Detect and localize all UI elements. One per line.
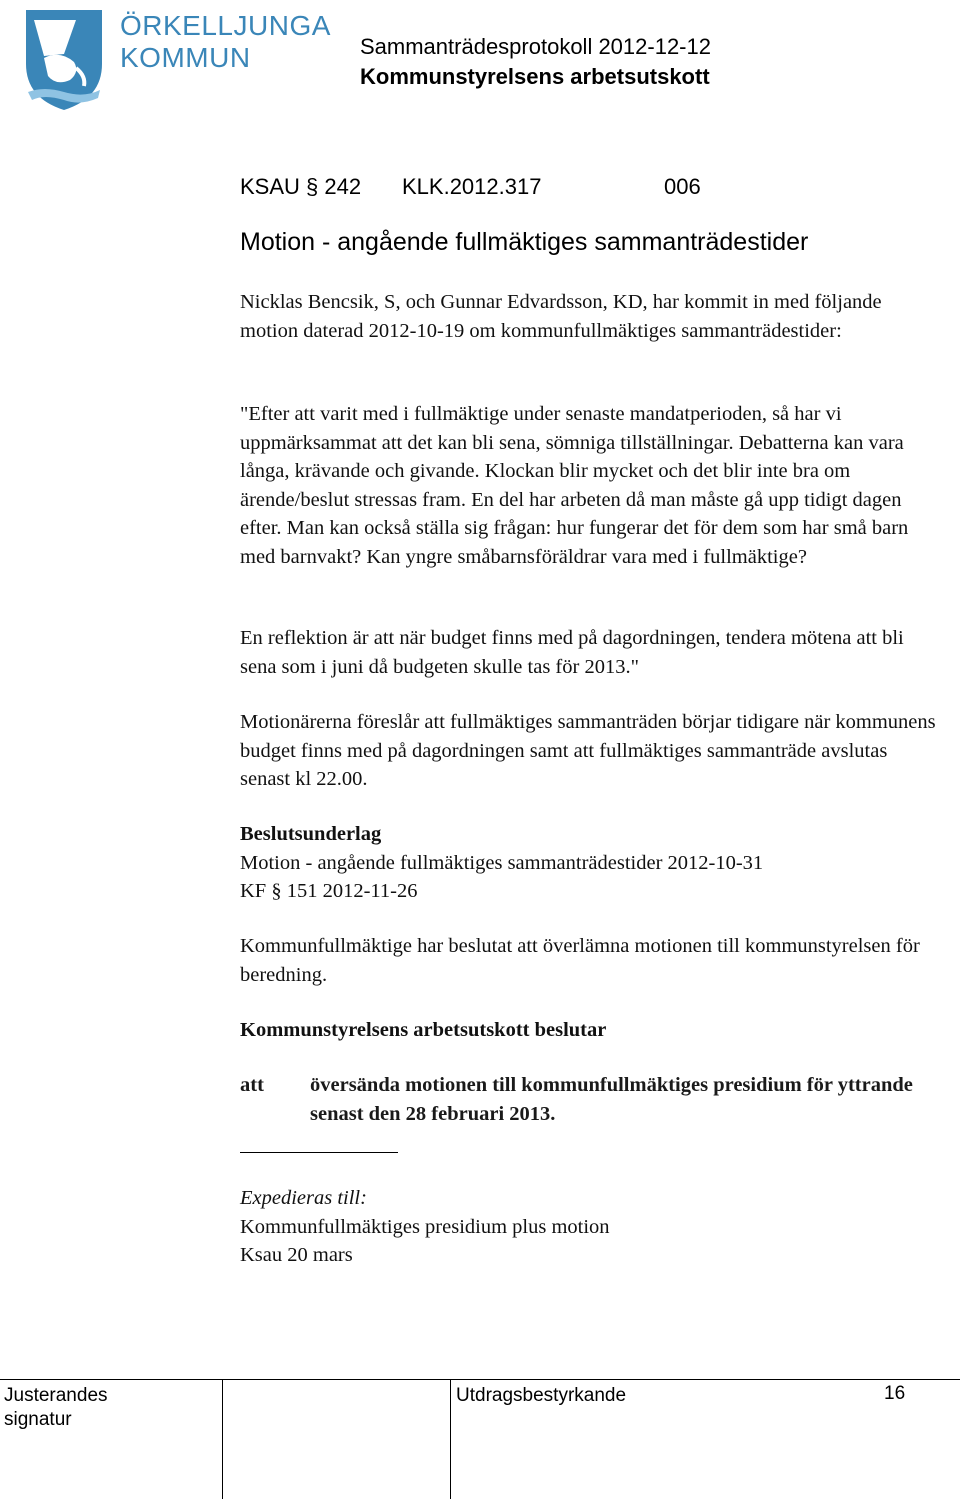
page-title: Motion - angående fullmäktiges sammanträdestider — [240, 228, 809, 256]
decision-basis — [240, 820, 940, 906]
footer-divider-2 — [450, 1380, 451, 1499]
item-number: 006 — [664, 174, 701, 199]
signatur-label: signatur — [4, 1409, 72, 1430]
protocol-title: Sammanträdesprotokoll 2012-12-12 — [360, 34, 711, 59]
divider-line — [240, 1152, 398, 1153]
basis-heading: Beslutsunderlag — [240, 823, 382, 845]
municipality-logo-icon — [14, 6, 114, 114]
decision-heading: Kommunstyrelsens arbetsutskott beslutar — [240, 1019, 607, 1041]
proposal-text: Motionärerna föreslår att fullmäktiges sammanträden börjar tidigare när kommunens budget finns med på dagordningen samt att fullmäktiges sammanträde avslutas senast kl 22.00. — [240, 711, 936, 790]
intro-paragraph — [240, 288, 940, 345]
proposal-paragraph — [240, 708, 940, 794]
basis-item-1: Motion - angående fullmäktiges sammanträdestider 2012-10-31 — [240, 851, 764, 874]
quote-paragraph-1: "Efter att varit med i fullmäktige under senaste mandatperioden, så har vi uppmärksammat att det kan bli sena, sömniga tillställningar. Debatterna kan vara långa, krävande och givande. Klockan blir mycket och det blir inte bra om ärende/beslut stressas fram. En del har arbeten då man måste gå upp tidigt dagen efter. Man kan också ställa sig frågan: hur fungerar det för dem som har små barn med barnvakt? Kan yngre småbarnsföräldrar vara med i fullmäktige? — [240, 403, 909, 568]
quote-paragraph-2: En reflektion är att när budget finns med på dagordningen, tendera mötena att bli sena som i juni då budgeten skulle tas för 2013." — [240, 627, 904, 678]
utdrag-label: Utdragsbestyrkande — [456, 1385, 627, 1406]
justerandes-label: Justerandes — [4, 1385, 108, 1406]
motion-quote-continued — [240, 624, 940, 681]
basis-item-2: KF § 151 2012-11-26 — [240, 880, 418, 902]
ksau-number: KSAU § 242 — [240, 174, 362, 199]
dispatch-line-2: Ksau 20 mars — [240, 1244, 353, 1266]
dispatch-block — [240, 1184, 940, 1270]
kf-decision-paragraph — [240, 932, 940, 989]
footer-divider-1 — [222, 1380, 223, 1499]
signature-footer — [0, 1379, 960, 1499]
footer-justerandes — [4, 1384, 108, 1432]
motion-quote — [240, 400, 940, 571]
committee-name: Kommunstyrelsens arbetsutskott — [360, 64, 710, 89]
page-number: 16 — [884, 1383, 906, 1404]
intro-text: Nicklas Bencsik, S, och Gunnar Edvardsson, KD, har kommit in med följande motion daterad 2012-10-19 om kommunfullmäktiges sammanträdestider: — [240, 291, 882, 342]
reference-line — [240, 174, 701, 200]
dispatch-label: Expedieras till: — [240, 1187, 367, 1209]
decision-text: översända motionen till kommunfullmäktiges presidium för yttrande senast den 28 februari 2013. — [310, 1074, 913, 1125]
logo-wordmark — [120, 10, 331, 74]
case-number: KLK.2012.317 — [402, 174, 542, 199]
decision-att: att — [240, 1074, 264, 1096]
kf-decision-text: Kommunfullmäktige har beslutat att överlämna motionen till kommunstyrelsen för beredning. — [240, 935, 920, 986]
logo-line-1: ÖRKELLJUNGA — [120, 10, 331, 41]
dispatch-line-1: Kommunfullmäktiges presidium plus motion — [240, 1215, 610, 1238]
header-info — [360, 32, 711, 92]
logo-line-2: KOMMUN — [120, 42, 251, 73]
